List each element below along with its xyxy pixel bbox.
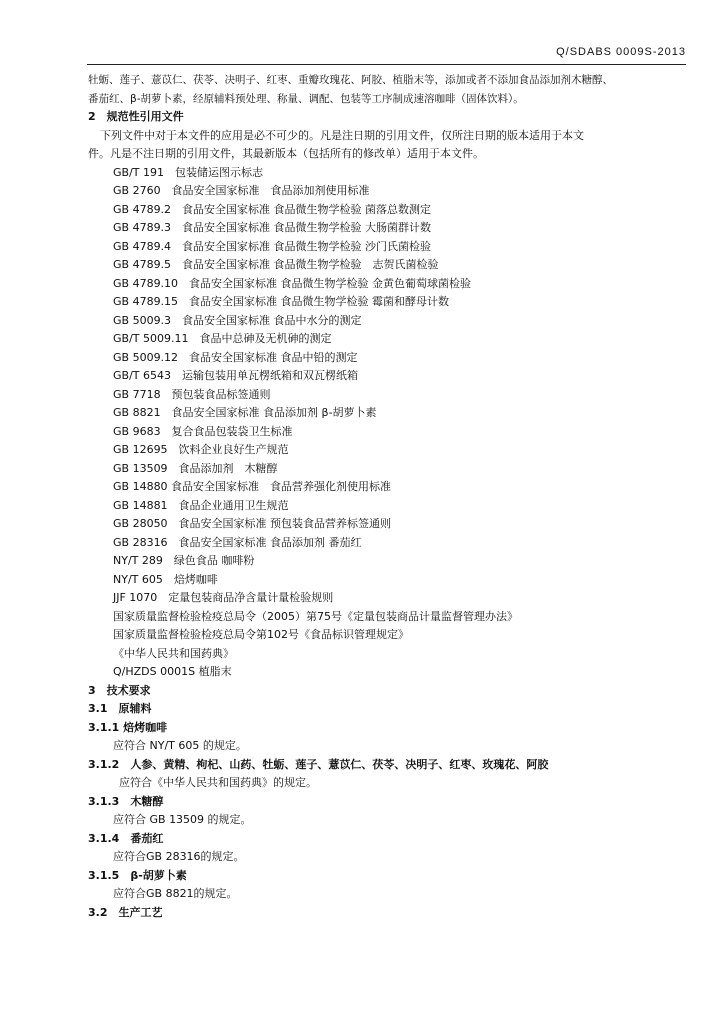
reference-item: GB 28050 食品安全国家标准 预包装食品营养标签通则 <box>113 517 392 530</box>
reference-item: GB 4789.3 食品安全国家标准 食品微生物学检验 大肠菌群计数 <box>113 221 432 234</box>
reference-item: GB 12695 饮料企业良好生产规范 <box>113 443 289 456</box>
reference-item: 国家质量监督检验检疫总局令（2005）第75号《定量包装商品计量监督管理办法》 <box>113 609 518 623</box>
section-2-heading: 2 规范性引用文件 <box>88 110 184 123</box>
section-3-1-heading: 3.1 原辅料 <box>88 702 152 715</box>
reference-item: 国家质量监督检验检疫总局令第102号《食品标识管理规定》 <box>113 628 409 641</box>
section-3-2-heading: 3.2 生产工艺 <box>88 905 163 919</box>
reference-item: GB 4789.15 食品安全国家标准 食品微生物学检验 霉菌和酵母计数 <box>113 295 450 308</box>
reference-item: GB 28316 食品安全国家标准 食品添加剂 番茄红 <box>113 535 362 549</box>
normative-references-list <box>88 164 688 682</box>
header-divider <box>87 64 686 65</box>
section-2-paragraph-line-1: 下列文件中对于本文件的应用是必不可少的。凡是注日期的引用文件，仅所注日期的版本适用于本文 <box>100 128 584 142</box>
reference-item: JJF 1070 定量包装商品净含量计量检验规则 <box>113 591 334 604</box>
section-3-1-2-heading: 3.1.2 人参、黄精、枸杞、山药、牡蛎、莲子、薏苡仁、茯苓、决明子、红枣、玫瑰花、阿胶 <box>88 757 549 771</box>
reference-item: NY/T 605 焙烤咖啡 <box>113 572 218 586</box>
reference-item: GB/T 191 包装储运图示标志 <box>113 165 263 179</box>
reference-item: NY/T 289 绿色食品 咖啡粉 <box>113 554 255 567</box>
reference-item: GB 9683 复合食品包装袋卫生标准 <box>113 424 293 438</box>
intro-line-2: 番茄红、β-胡萝卜素，经原辅料预处理、称量、调配、包装等工序制成速溶咖啡（固体饮料）。 <box>88 92 524 105</box>
reference-item: GB 4789.5 食品安全国家标准 食品微生物学检验 志贺氏菌检验 <box>113 258 439 271</box>
section-3-1-5-heading: 3.1.5 β-胡萝卜素 <box>88 868 187 882</box>
reference-item: GB 4789.2 食品安全国家标准 食品微生物学检验 菌落总数测定 <box>113 202 432 216</box>
section-3-1-5-text: 应符合GB 8821的规定。 <box>113 887 238 900</box>
reference-item: GB 8821 食品安全国家标准 食品添加剂 β-胡萝卜素 <box>113 406 377 419</box>
reference-item: GB 14881 食品企业通用卫生规范 <box>113 498 289 512</box>
intro-line-1: 牡蛎、莲子、薏苡仁、茯苓、决明子、红枣、重瓣玫瑰花、阿胶、植脂末等，添加或者不添加食品添加剂木糖醇、 <box>88 74 613 86</box>
section-2-paragraph-line-2: 件。凡是不注日期的引用文件，其最新版本（包括所有的修改单）适用于本文件。 <box>88 147 484 160</box>
reference-item: GB 14880 食品安全国家标准 食品营养强化剂使用标准 <box>113 480 392 493</box>
reference-item: GB 13509 食品添加剂 木糖醇 <box>113 461 278 475</box>
document-body <box>88 71 688 922</box>
section-3-1-4-heading: 3.1.4 番茄红 <box>88 831 164 845</box>
section-3-1-2-text: 应符合《中华人民共和国药典》的规定。 <box>119 776 317 789</box>
reference-item: GB/T 5009.11 食品中总砷及无机砷的测定 <box>113 332 332 345</box>
section-3-1-3-text: 应符合 GB 13509 的规定。 <box>113 813 252 826</box>
section-3-heading: 3 技术要求 <box>88 683 151 697</box>
reference-item: GB 5009.12 食品安全国家标准 食品中铅的测定 <box>113 350 358 364</box>
reference-item: GB 2760 食品安全国家标准 食品添加剂使用标准 <box>113 184 370 197</box>
reference-item: GB 4789.10 食品安全国家标准 食品微生物学检验 金黄色葡萄球菌检验 <box>113 276 472 290</box>
reference-item: GB 7718 预包装食品标签通则 <box>113 387 271 401</box>
section-3-1-3-heading: 3.1.3 木糖醇 <box>88 794 164 808</box>
document-code: Q/SDABS 0009S-2013 <box>556 46 686 58</box>
section-3-1-4-text: 应符合GB 28316的规定。 <box>113 850 245 863</box>
reference-item: 《中华人民共和国药典》 <box>113 646 234 660</box>
reference-item: Q/HZDS 0001S 植脂末 <box>113 665 232 678</box>
section-3-1-1-heading: 3.1.1 焙烤咖啡 <box>88 720 168 734</box>
reference-item: GB 5009.3 食品安全国家标准 食品中水分的测定 <box>113 313 362 327</box>
reference-item: GB 4789.4 食品安全国家标准 食品微生物学检验 沙门氏菌检验 <box>113 239 432 253</box>
section-3-1-1-text: 应符合 NY/T 605 的规定。 <box>113 739 247 752</box>
reference-item: GB/T 6543 运输包装用单瓦楞纸箱和双瓦楞纸箱 <box>113 369 358 382</box>
